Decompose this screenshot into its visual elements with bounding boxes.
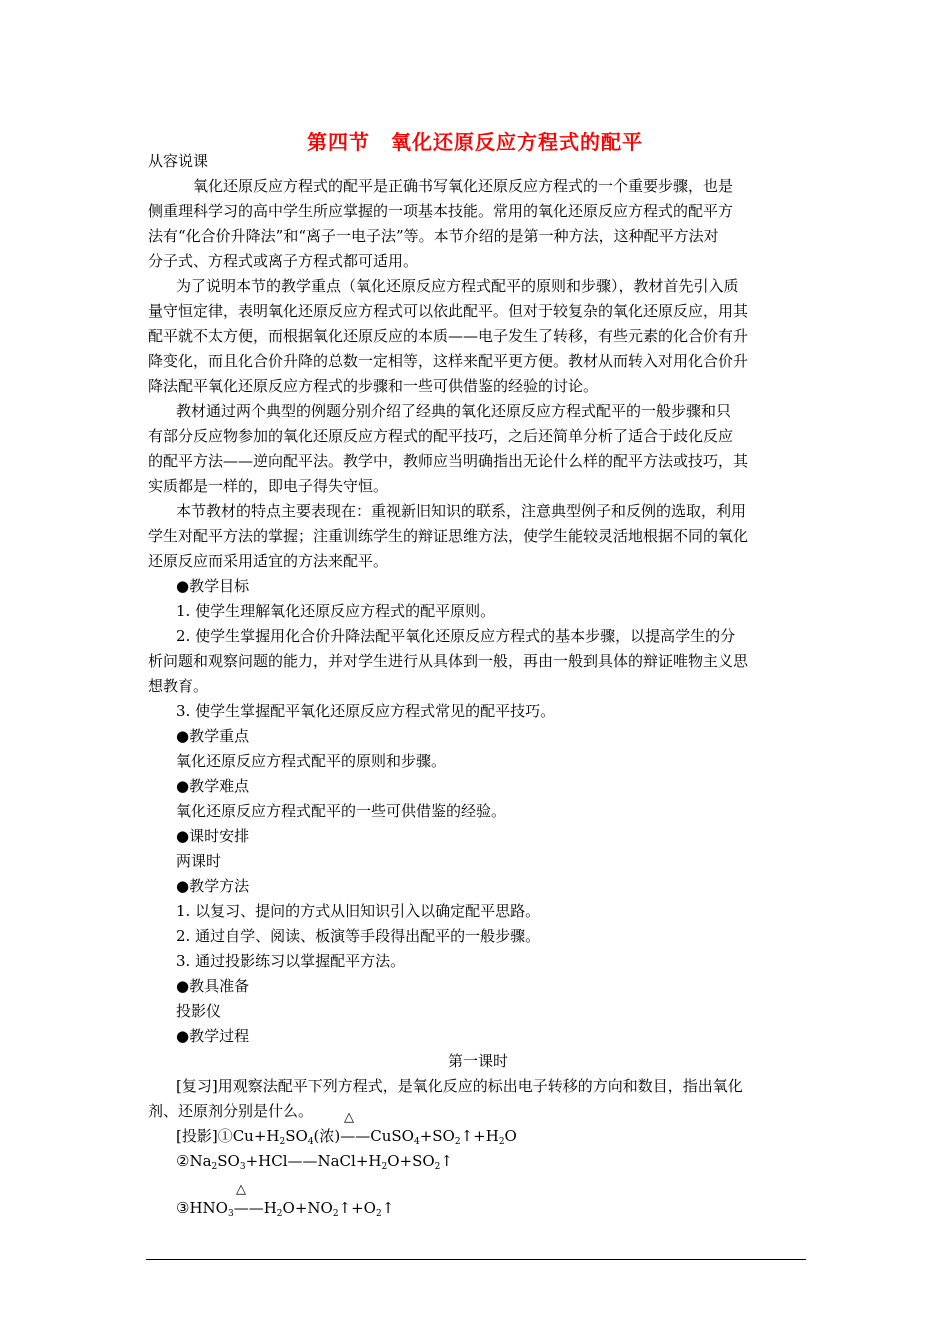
goal-item: 2. 使学生掌握用化合价升降法配平氧化还原反应方程式的基本步骤，以提高学生的分: [176, 627, 736, 645]
goal-item: 想教育。: [148, 677, 209, 695]
equation-1: [投影]$①Cu+H_2SO_4$(浓)$——CuSO_4+SO_2↑+H_2O$: [176, 1127, 517, 1147]
paragraph-line: 降法配平氧化还原反应方程式的步骤和一些可供借鉴的经验的讨论。: [148, 377, 599, 395]
footer-divider: [146, 1259, 806, 1260]
paragraph-line: 本节教材的特点主要表现在：重视新旧知识的联系，注意典型例子和反例的选取，利用: [176, 502, 747, 520]
paragraph-line: 量守恒定律，表明氧化还原反应方程式可以依此配平。但对于较复杂的氧化还原反应，用其: [148, 302, 749, 320]
paragraph-line: 氧化还原反应方程式的配平是正确书写氧化还原反应方程式的一个重要步骤，也是: [193, 177, 734, 195]
goal-item: 1. 使学生理解氧化还原反应方程式的配平原则。: [176, 602, 496, 620]
equation-2: $②Na_2SO_3+HCl——NaCl+H_2O+SO_2↑$: [176, 1152, 453, 1172]
difficulty-text: 氧化还原反应方程式配平的一些可供借鉴的经验。: [176, 802, 507, 820]
paragraph-line: 还原反应而采用适宜的方法来配平。: [148, 552, 389, 570]
paragraph-line: 教材通过两个典型的例题分别介绍了经典的氧化还原反应方程式配平的一般步骤和只: [176, 402, 732, 420]
paragraph-line: 分子式、方程式或离子方程式都可适用。: [148, 252, 419, 270]
paragraph-line: 的配平方法——逆向配平法。教学中，教师应当明确指出无论什么样的配平方法或技巧，其: [148, 452, 749, 470]
paragraph-line: 有部分反应物参加的氧化还原反应方程式的配平技巧，之后还简单分析了适合于歧化反应: [148, 427, 734, 445]
paragraph-line: 降变化，而且化合价升降的总数一定相等，这样来配平更方便。教材从而转入对用化合价升: [148, 352, 749, 370]
tools-text: 投影仪: [176, 1002, 222, 1020]
paragraph-line: 法有“化合价升降法”和“离子一电子法”等。本节介绍的是第一种方法，这种配平方法对: [148, 227, 719, 245]
tools-heading: ●教具准备: [176, 977, 250, 995]
intro-heading: 从容说课: [148, 152, 209, 170]
review-text: 剂、还原剂分别是什么。: [148, 1102, 314, 1120]
method-item: 3. 通过投影练习以掌握配平方法。: [176, 952, 406, 970]
method-item: 2. 通过自学、阅读、板演等手段得出配平的一般步骤。: [176, 927, 541, 945]
process-heading: ●教学过程: [176, 1027, 250, 1045]
key-text: 氧化还原反应方程式配平的原则和步骤。: [176, 752, 447, 770]
goals-heading: ●教学目标: [176, 577, 250, 595]
page-title: 第四节 氧化还原反应方程式的配平: [307, 130, 643, 154]
hours-heading: ●课时安排: [176, 827, 250, 845]
paragraph-line: 配平就不太方便，而根据氧化还原反应的本质——电子发生了转移，有些元素的化合价有升: [148, 327, 749, 345]
goal-item: 3. 使学生掌握配平氧化还原反应方程式常见的配平技巧。: [176, 702, 556, 720]
heat-symbol: △: [344, 1110, 354, 1125]
paragraph-line: 学生对配平方法的掌握；注重训练学生的辩证思维方法，使学生能较灵活地根据不同的氧化: [148, 527, 749, 545]
difficulty-heading: ●教学难点: [176, 777, 250, 795]
goal-item: 析问题和观察问题的能力，并对学生进行从具体到一般，再由一般到具体的辩证唯物主义思: [148, 652, 749, 670]
key-heading: ●教学重点: [176, 727, 250, 745]
method-heading: ●教学方法: [176, 877, 250, 895]
paragraph-line: 为了说明本节的教学重点（氧化还原反应方程式配平的原则和步骤），教材首先引入质: [176, 277, 739, 295]
method-item: 1. 以复习、提问的方式从旧知识引入以确定配平思路。: [176, 902, 541, 920]
heat-symbol: △: [236, 1182, 246, 1197]
paragraph-line: 侧重理科学习的高中学生所应掌握的一项基本技能。常用的氧化还原反应方程式的配平方: [148, 202, 734, 220]
hours-text: 两课时: [176, 852, 222, 870]
lesson-heading: 第一课时: [447, 1052, 508, 1070]
review-text: [复习]用观察法配平下列方程式，是氧化反应的标出电子转移的方向和数目，指出氧化: [176, 1077, 743, 1095]
paragraph-line: 实质都是一样的，即电子得失守恒。: [148, 477, 389, 495]
equation-3: $③HNO_3——H_2O+NO_2↑+O_2↑$: [176, 1199, 395, 1219]
